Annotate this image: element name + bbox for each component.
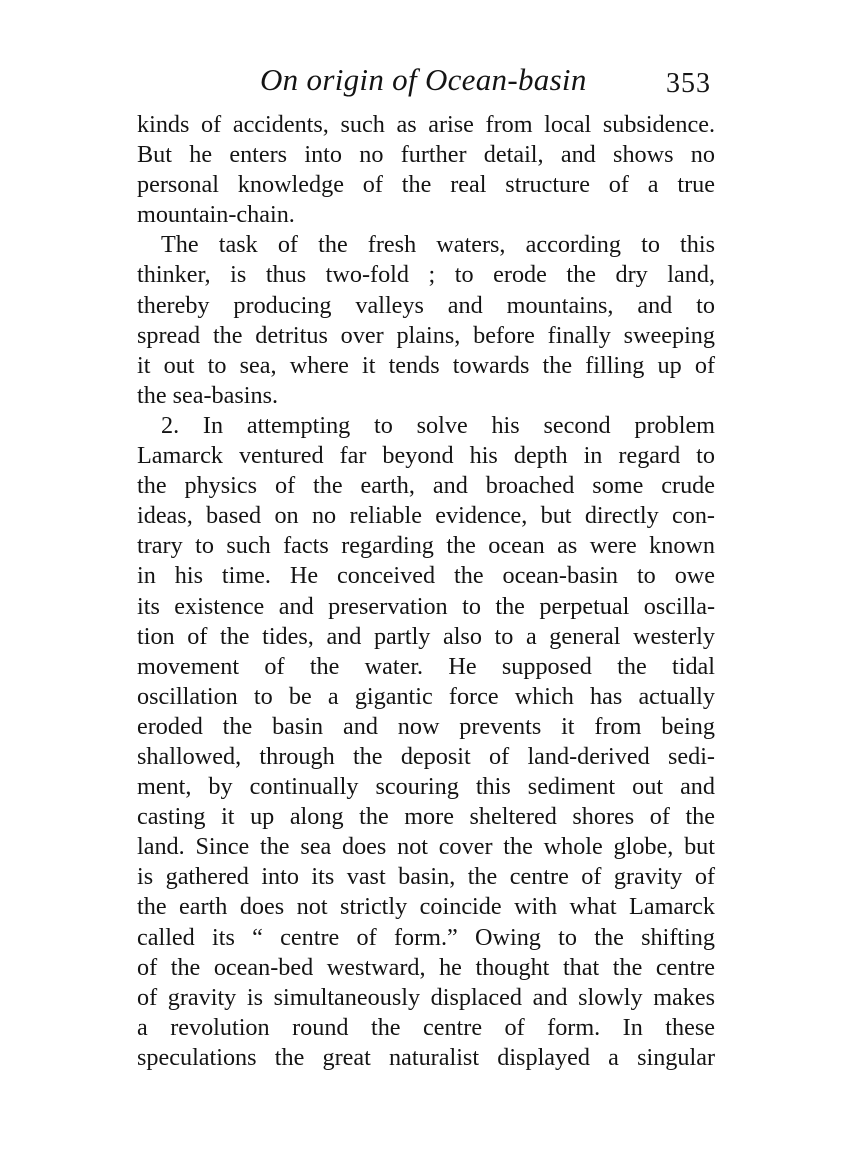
text-line: its existence and preservation to the perpetual oscilla- [137, 592, 715, 620]
text-line: ment, by continually scouring this sediment out and [137, 773, 715, 801]
text-line: called its “ centre of form.” Owing to the shifting [137, 923, 715, 951]
text-line: shallowed, through the deposit of land-derived sedi- [137, 742, 715, 770]
text-line: a revolution round the centre of form. In these [137, 1013, 715, 1041]
text-line: in his time. He conceived the ocean-basin to owe [137, 562, 715, 590]
text-line: eroded the basin and now prevents it from being [137, 712, 715, 740]
text-line: is gathered into its vast basin, the centre of gravity of [137, 863, 715, 891]
text-line: of gravity is simultaneously displaced and slowly makes [137, 983, 715, 1011]
text-line: thereby producing valleys and mountains, and to [137, 291, 715, 319]
text-line: ideas, based on no reliable evidence, but directly con- [137, 502, 715, 530]
text-line: speculations the great naturalist displayed a singular [137, 1043, 715, 1071]
running-head [137, 62, 717, 102]
text-line: the earth does not strictly coincide with what Lamarck [137, 893, 715, 921]
text-line: 2. In attempting to solve his second problem [161, 411, 715, 439]
page-number: 353 [666, 68, 711, 99]
text-line: But he enters into no further detail, and shows no [137, 141, 715, 169]
text-line: the sea-basins. [137, 381, 279, 409]
text-line: thinker, is thus two-fold ; to erode the dry land, [137, 261, 715, 289]
text-line: trary to such facts regarding the ocean as were known [137, 532, 715, 560]
text-line: mountain-chain. [137, 201, 295, 229]
text-line: tion of the tides, and partly also to a general westerly [137, 622, 715, 650]
text-line: oscillation to be a gigantic force which has actually [137, 682, 715, 710]
text-line: land. Since the sea does not cover the whole globe, but [137, 833, 715, 861]
text-line: The task of the fresh waters, according to this [161, 231, 715, 259]
text-line: it out to sea, where it tends towards the filling up of [137, 351, 715, 379]
text-line: kinds of accidents, such as arise from local subsidence. [137, 111, 715, 138]
text-line: personal knowledge of the real structure of a true [137, 171, 715, 199]
text-line: spread the detritus over plains, before finally sweeping [137, 321, 715, 349]
text-line: of the ocean-bed westward, he thought that the centre [137, 953, 715, 981]
running-head-title: On origin of Ocean-basin [260, 62, 587, 97]
text-line: Lamarck ventured far beyond his depth in regard to [137, 442, 715, 470]
text-line: the physics of the earth, and broached some crude [137, 472, 715, 500]
body-text [137, 110, 715, 1073]
text-line: casting it up along the more sheltered shores of the [137, 803, 715, 831]
text-line: movement of the water. He supposed the tidal [137, 652, 715, 680]
